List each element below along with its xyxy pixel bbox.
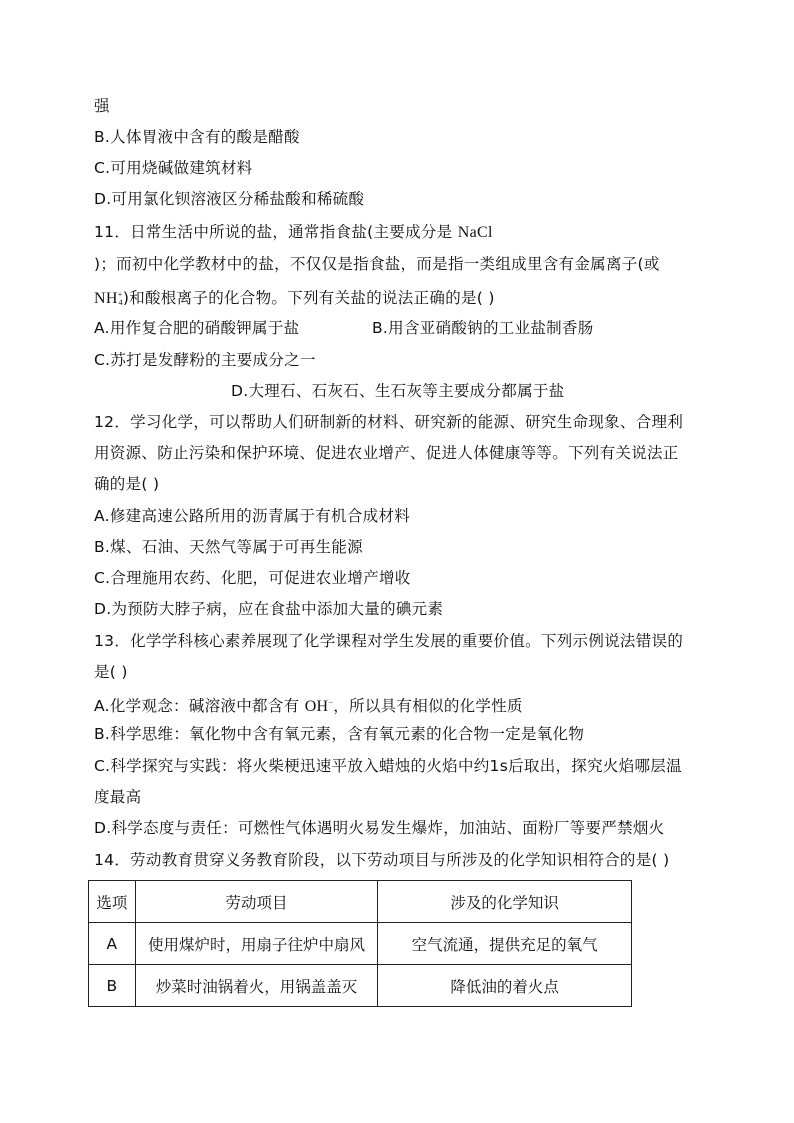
option-d: D.科学态度与责任：可燃性气体遇明火易发生爆炸，加油站、面粉厂等要严禁烟火 [94,819,665,837]
option-c: C.合理施用农药、化肥，可促进农业增产增收 [94,569,411,587]
option-b: B.人体胃液中含有的酸是醋酸 [94,128,300,146]
text-line: )；而初中化学教材中的盐，不仅仅是指食盐，而是指一类组成里含有金属离子(或 [94,255,660,273]
formula-oh: OH− [304,698,334,715]
question-12-stem: 12．学习化学，可以帮助人们研制新的材料、研究新的能源、研究生命现象、合理利 [94,413,684,431]
text-line: $NH^+_4$)和酸根离子的化合物。下列有关盐的说法正确的是( ) [94,289,495,307]
option-a: A.修建高速公路所用的沥青属于有机合成材料 [94,507,411,525]
option-d: D.可用氯化钡溶液区分稀盐酸和稀硫酸 [94,190,365,208]
labor-table [88,880,632,1007]
question-13-stem: 13．化学学科核心素养展现了化学课程对学生发展的重要价值。下列示例说法错误的 [94,632,684,650]
option-c: C.科学探究与实践：将火柴梗迅速平放入蜡烛的火焰中约1s后取出，探究火焰哪层温 [94,757,682,775]
table-cell: 空气流通，提供充足的氧气 [378,923,632,965]
option-b: B.煤、石油、天然气等属于可再生能源 [94,538,363,556]
table-row [89,965,632,1007]
formula-nacl: NaCl [457,224,493,241]
stem-text: 11．日常生活中所说的盐，通常指食盐(主要成分是 [94,223,453,241]
table-cell: 使用煤炉时，用扇子往炉中扇风 [135,923,378,965]
option-b: B.用含亚硝酸钠的工业盐制香肠 [372,319,594,337]
table-cell: 炒菜时油锅着火，用锅盖盖灭 [135,965,378,1007]
table-header-row [89,881,632,923]
text-line: 确的是( ) [94,475,160,493]
table-header: 涉及的化学知识 [378,881,632,923]
table-cell: A [89,923,136,965]
table-cell: 降低油的着火点 [378,965,632,1007]
table-header: 劳动项目 [135,881,378,923]
option-c: C.可用烧碱做建筑材料 [94,159,253,177]
formula-nh4: $NH^+_4$ [94,290,123,307]
option-c: C.苏打是发酵粉的主要成分之一 [94,351,316,369]
table-cell: B [89,965,136,1007]
question-11-stem [94,222,493,243]
text-line: 是( ) [94,663,128,681]
table-row [89,923,632,965]
text-line: 度最高 [94,788,142,806]
option-d: D.大理石、石灰石、生石灰等主要成分都属于盐 [231,382,565,400]
question-14-stem: 14．劳动教育贯穿义务教育阶段，以下劳动项目与所涉及的化学知识相符合的是( ) [94,851,670,869]
option-a: A.化学观念：碱溶液中都含有 OH−，所以具有相似的化学性质 [94,697,523,715]
table-header: 选项 [89,881,136,923]
text-line: 用资源、防止污染和保护环境、促进农业增产、促进人体健康等等。下列有关说法正 [94,444,679,462]
option-d: D.为预防大脖子病，应在食盐中添加大量的碘元素 [94,600,444,618]
text-line: 强 [94,97,110,115]
option-b: B.科学思维：氧化物中含有氧元素，含有氧元素的化合物一定是氧化物 [94,725,585,743]
option-a: A.用作复合肥的硝酸钾属于盐 [94,319,300,337]
